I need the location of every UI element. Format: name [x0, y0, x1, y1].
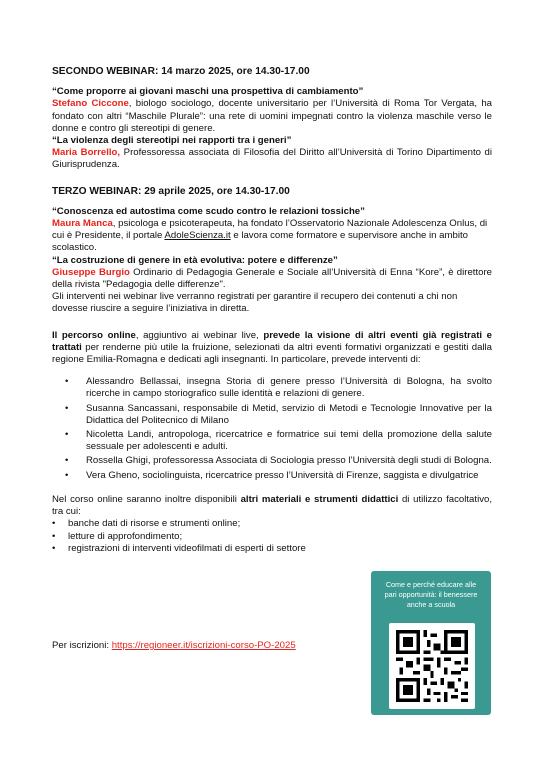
- webinar2-talk2-title: “La violenza degli stereotipi nei rapporti tra i generi”: [52, 135, 292, 147]
- percorso-bold-a: Il percorso online: [52, 329, 136, 341]
- speakers-list: [52, 376, 492, 482]
- list-item: • registrazioni di interventi videofilmati di esperti di settore: [52, 543, 492, 555]
- webinar3-heading: TERZO WEBINAR: 29 aprile 2025, ore 14.30-17.00: [52, 185, 290, 197]
- speaker-name: Giuseppe Burgio: [52, 266, 130, 278]
- speaker-name: Stefano Ciccone: [52, 98, 129, 110]
- webinar3-speaker2: [52, 267, 492, 291]
- speaker-bio: Ordinario di Pedagogia Generale e Sociale all’Università di Enna “Kore”, è direttore della rivista "Pedagogia delle differenze".: [52, 266, 492, 291]
- course-card: [371, 571, 491, 715]
- adolescienza-link[interactable]: AdoleScienza.it: [164, 230, 231, 242]
- webinar2-heading: SECONDO WEBINAR: 14 marzo 2025, ore 14.30-17.00: [52, 66, 310, 77]
- list-item: • Rossella Ghigi, professoressa Associata di Sociologia presso l’Università degli studi di Bologna.: [52, 455, 492, 467]
- list-item: • letture di approfondimento;: [52, 531, 492, 543]
- webinar3-speaker1: [52, 218, 492, 255]
- qr-code-icon: [389, 623, 475, 709]
- qr-code: [389, 623, 475, 709]
- materiali-text-a: Nel corso online saranno inoltre disponibili: [52, 493, 241, 505]
- percorso-bold-b: prevede la visione di altri eventi già registrati e trattati: [52, 329, 493, 353]
- materiali-paragraph: [52, 494, 492, 518]
- materiali-text-b: di utilizzo facoltativo, tra cui:: [52, 493, 492, 518]
- webinar2-talk1-title: “Come proporre ai giovani maschi una prospettiva di cambiamento”: [52, 86, 364, 98]
- list-item: • Alessandro Bellassai, insegna Storia di genere presso l’Università di Bologna, ha svolto ricerche in campo storiografico sulle identità e relazioni di genere.: [52, 376, 492, 400]
- list-item: • banche dati di risorse e strumenti online;: [52, 518, 492, 530]
- webinar3-talk1-title: “Conoscenza ed autostima come scudo contro le relazioni tossiche”: [52, 205, 365, 217]
- speaker-bio-end: e lavora come formatore e supervisore anche in ambito scolastico.: [52, 230, 468, 254]
- speaker-name: Maria Borrello,: [52, 147, 121, 159]
- speaker-bio: Professoressa associata di Filosofia del Diritto all’Università di Torino Dipartimento di Giurisprudenza.: [52, 147, 492, 171]
- speaker-bio: , psicologa e psicoterapeuta, ha fondato l’Osservatorio Nazionale Adolescenza Onlus, di cui è Presidente, il portale: [52, 218, 488, 242]
- document-body: [52, 66, 492, 555]
- list-item: • Vera Gheno, sociolinguista, ricercatrice presso l’Università di Firenze, saggista e divulgatrice: [52, 470, 492, 482]
- materiali-bold: altri materiali e strumenti didattici: [240, 493, 399, 505]
- percorso-text-a: , aggiuntivo ai webinar live,: [135, 329, 264, 341]
- speaker-bio: , biologo sociologo, docente universitario per l’Università di Roma Tor Vergata, ha fondato con altri “Maschile Plurale”: una rete di uomini impegnati contro la violenza maschile verso le donne e contro gli stereotipi di genere.: [52, 98, 493, 134]
- webinar3-note: Gli interventi nei webinar live verranno registrati per garantire il recupero dei contenuti a chi non dovesse riuscire a seguire l’iniziativa in diretta.: [52, 291, 458, 315]
- iscrizioni-link[interactable]: https://regioneer.it/iscrizioni-corso-PO-2025: [111, 640, 296, 651]
- percorso-paragraph: [52, 330, 492, 367]
- webinar3-talk2-title: “La costruzione di genere in età evolutiva: potere e differenze”: [52, 254, 338, 266]
- percorso-text-b: per renderne più utile la fruizione, selezionati da altri eventi formativi organizzati e gestiti dalla regione Emilia-Romagna e dedicati agli insegnanti. In particolare, prevede interventi di:: [52, 341, 492, 366]
- list-item: • Nicoletta Landi, antropologa, ricercatrice e formatrice sui temi della promozione della salute sessuale per adolescenti e adulti.: [52, 429, 492, 453]
- card-title: Come e perché educare alle pari opportunità: il benessere anche a scuola: [384, 580, 478, 609]
- webinar2-speaker2: [52, 147, 492, 171]
- speaker-name: Maura Manca: [52, 218, 113, 230]
- iscrizioni-line: [52, 640, 296, 651]
- webinar2-speaker1: [52, 98, 492, 135]
- iscrizioni-label: Per iscrizioni:: [52, 640, 112, 651]
- materiali-list: [52, 518, 492, 555]
- list-item: • Susanna Sancassani, responsabile di Metid, servizio di Metodi e Tecnologie Innovative per la Didattica del Politecnico di Milano: [52, 403, 492, 427]
